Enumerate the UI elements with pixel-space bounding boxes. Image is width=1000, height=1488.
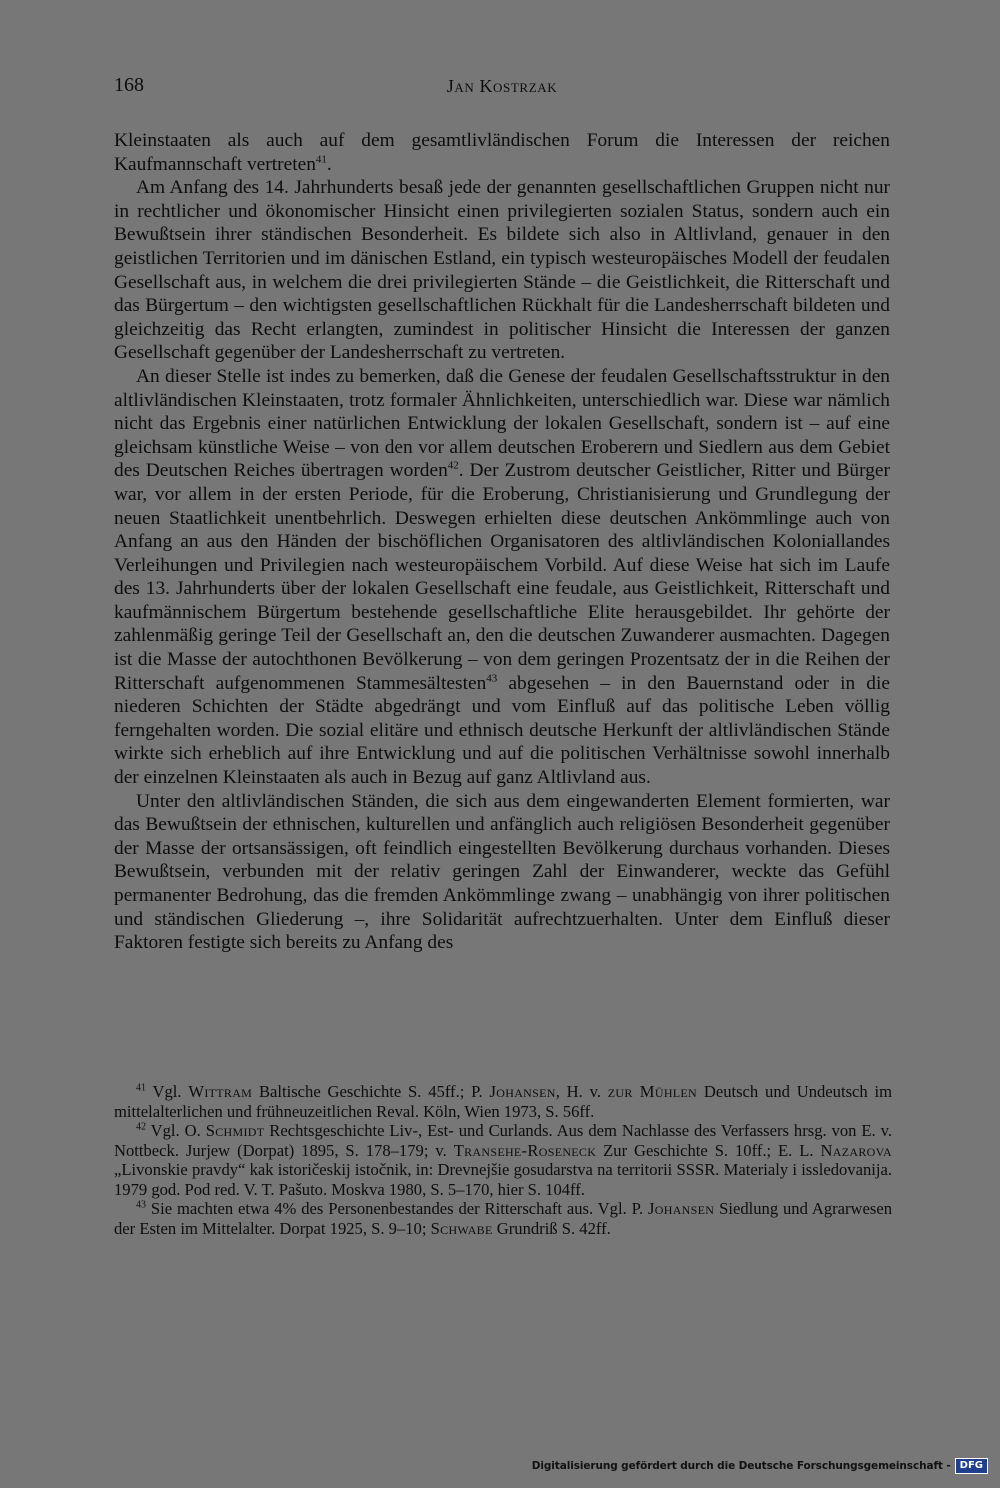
digitization-credit-text: Digitalisierung gefördert durch die Deutsche Forschungsgemeinschaft - <box>531 1460 951 1472</box>
paragraph-2: Am Anfang des 14. Jahrhunderts besaß jede der genannten gesellschaftlichen Gruppen nicht nur in rechtlicher und ökonomischer Hinsicht einen privilegierten sozialen Status, sondern auch ein Bewußtsein ihrer ständischen Besonderheit. Es bildete sich also in Altlivland, genauer in den geistlichen Territorien und im dänischen Estland, ein typisch westeuropäisches Modell der feudalen Gesellschaft aus, in welchem die drei privilegierten Stände – die Geistlichkeit, die Ritterschaft und das Bürgertum – den wichtigsten gesellschaftlichen Rückhalt für die Landesherrschaft bildeten und gleichzeitig das Recht erlangten, zumindest in politischer Hinsicht die Interessen der ganzen Gesellschaft gegenüber der Landesherrschaft zu vertreten. <box>114 177 890 364</box>
digitization-credit <box>532 1458 988 1474</box>
paragraph-1: Kleinstaaten als auch auf dem gesamtlivländischen Forum die Interessen der reichen Kaufmannschaft vertreten$^{41}$. <box>114 130 890 175</box>
author-name: Wittram <box>188 1082 253 1101</box>
footnote-43: $^{43}$ Sie machten etwa 4% des Personenbestandes der Ritterschaft aus. Vgl. P. Johansen Siedlung und Agrarwesen der Esten im Mittelalter. Dorpat 1925, S. 9–10; Schwabe Grundriß S. 42ff. <box>114 1199 893 1238</box>
footnote-42: $^{42}$ Vgl. O. Schmidt Rechtsgeschichte Liv-, Est- und Curlands. Aus dem Nachlasse des Verfassers hrsg. von E. v. Nottbeck. Jurjew (Dorpat) 1895, S. 178–179; v. Transehe-Roseneck Zur Geschichte S. 10ff.; E. L. Nazarova „Livonskie pravdy“ kak istoričeskij istočnik, in: Drevnejšie gosudarstva na territorii SSSR. Materialy i issledovanija. 1979 god. Pod red. V. T. Pašuto. Moskva 1980, S. 5–170, hier S. 104ff. <box>114 1121 893 1199</box>
footnote-number: 43 <box>136 1199 146 1211</box>
footnote-41: $^{41}$ Vgl. Wittram Baltische Geschichte S. 45ff.; P. Johansen, H. v. zur Mühlen Deutsch und Undeutsch im mittelalterlichen und frühneuzeitlichen Reval. Köln, Wien 1973, S. 56ff. <box>114 1082 893 1121</box>
main-text <box>114 129 890 955</box>
author-name: zur Mühlen <box>607 1082 698 1101</box>
footnotes <box>114 1082 892 1238</box>
paragraph-3: An dieser Stelle ist indes zu bemerken, daß die Genese der feudalen Gesellschaftsstruktur in den altlivländischen Kleinstaaten, trotz formaler Ähnlichkeiten, unterschiedlich war. Diese war nämlich nicht das Ergebnis einer natürlichen Entwicklung der lokalen Gesellschaft, sondern ist – auf eine gleichsam künstliche Weise – von den vor allem deutschen Eroberern und Siedlern aus dem Gebiet des Deutschen Reiches übertragen worden$^{42}$. Der Zustrom deutscher Geistlicher, Ritter und Bürger war, vor allem in der ersten Periode, für die Eroberung, Christianisierung und Grundlegung der neuen Staatlichkeit unentbehrlich. Deswegen erhielten diese deutschen Ankömmlinge auch von Anfang an aus den Händen der bischöflichen Organisatoren des altlivländischen Koloniallandes Verleihungen und Privilegien nach westeuropäischem Vorbild. Auf diese Weise hat sich im Laufe des 13. Jahrhunderts über der lokalen Gesellschaft eine feudale, aus Geistlichkeit, Ritterschaft und kaufmännischem Bürgertum bestehende gesellschaftliche Elite herausgebildet. Ihr gehörte der zahlenmäßig geringe Teil der Gesellschaft an, den die deutschen Zuwanderer ausmachten. Dagegen ist die Masse der autochthonen Bevölkerung – von dem geringen Prozentsatz der in die Reihen der Ritterschaft aufgenommenen Stammesältesten$^{43}$ abgesehen – in den Bauernstand oder in die niederen Schichten der Städte abgedrängt und vom Einfluß auf das politische Leben völlig ferngehalten worden. Die sozial elitäre und ethnisch deutsche Herkunft der altlivländischen Stände wirkte sich erheblich auf ihre Entwicklung und auf die politischen Verhältnisse sowohl innerhalb der einzelnen Kleinstaaten als auch in Bezug auf ganz Altlivland aus. <box>114 365 890 789</box>
page-number: 168 <box>114 74 144 96</box>
footnote-number: 42 <box>136 1121 146 1133</box>
author-name: Schmidt <box>205 1121 265 1140</box>
footnote-ref-41[interactable]: 41 <box>315 153 327 166</box>
running-head-author: Jan Kostrzak <box>446 76 558 96</box>
footnote-ref-43[interactable]: 43 <box>486 672 498 685</box>
author-name: Johansen <box>489 1082 556 1101</box>
paragraph-4: Unter den altlivländischen Ständen, die sich aus dem eingewanderten Element formierten, war das Bewußtsein der ethnischen, kulturellen und anfänglich auch religiösen Besonderheit gegenüber der Masse der ortsansässigen, oft feindlich eingestellten Bevölkerung durchaus vorhanden. Dieses Bewußtsein, verbunden mit der relativ geringen Zahl der Einwanderer, weckte das Gefühl permanenter Bedrohung, das die fremden Ankömmlinge zwang – unabhängig von ihrer politischen und ständischen Gliederung –, ihre Solidarität aufrechtzuerhalten. Unter dem Einfluß dieser Faktoren festigte sich bereits zu Anfang des <box>114 790 890 954</box>
footnote-ref-42[interactable]: 42 <box>447 459 459 472</box>
author-name: Schwabe <box>430 1218 493 1238</box>
page-header <box>114 74 890 104</box>
author-name: Transehe-Roseneck <box>453 1140 597 1160</box>
footnote-number: 41 <box>136 1082 146 1094</box>
author-name: Johansen <box>648 1199 715 1218</box>
dfg-logo[interactable]: DFG <box>955 1458 988 1474</box>
author-name: Nazarova <box>820 1140 893 1160</box>
